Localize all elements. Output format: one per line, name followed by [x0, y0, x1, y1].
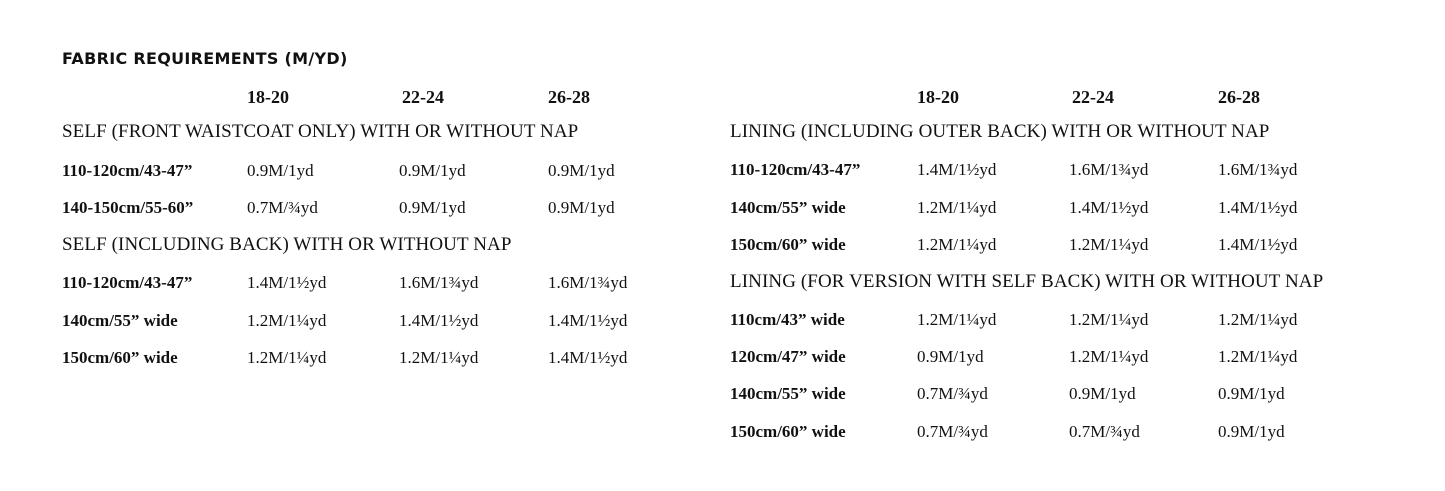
table-cell: 1.4M/1½yd — [399, 311, 479, 330]
table-cell: 0.7M/¾yd — [917, 422, 988, 441]
size-header-18-20: 18-20 — [917, 87, 959, 107]
table-cell: 1.6M/1¾yd — [1218, 160, 1298, 179]
table-cell: 0.9M/1yd — [399, 161, 466, 180]
row-label: 110-120cm/43-47” — [62, 273, 193, 292]
table-cell: 1.2M/1¼yd — [1069, 347, 1149, 366]
row-label: 140cm/55” wide — [730, 384, 846, 403]
table-cell: 1.4M/1½yd — [1218, 235, 1298, 254]
section-heading: LINING (INCLUDING OUTER BACK) WITH OR WITHOUT NAP — [730, 121, 1270, 142]
row-label: 120cm/47” wide — [730, 347, 846, 366]
size-header-22-24: 22-24 — [1072, 87, 1114, 107]
table-cell: 0.9M/1yd — [399, 198, 466, 217]
table-cell: 1.4M/1½yd — [1069, 198, 1149, 217]
table-cell: 1.2M/1¼yd — [399, 348, 479, 367]
table-cell: 1.2M/1¼yd — [1218, 347, 1298, 366]
table-cell: 1.4M/1½yd — [1218, 198, 1298, 217]
table-cell: 1.6M/1¾yd — [548, 273, 628, 292]
section-heading: SELF (INCLUDING BACK) WITH OR WITHOUT NAP — [62, 234, 512, 255]
table-cell: 1.4M/1½yd — [548, 311, 628, 330]
table-cell: 0.7M/¾yd — [247, 198, 318, 217]
table-cell: 0.9M/1yd — [917, 347, 984, 366]
table-cell: 0.7M/¾yd — [917, 384, 988, 403]
table-cell: 1.4M/1½yd — [917, 160, 997, 179]
size-header-26-28: 26-28 — [548, 87, 590, 107]
table-cell: 1.2M/1¼yd — [917, 235, 997, 254]
table-cell: 0.9M/1yd — [548, 161, 615, 180]
table-cell: 1.2M/1¼yd — [247, 348, 327, 367]
row-label: 110cm/43” wide — [730, 310, 845, 329]
table-cell: 0.9M/1yd — [1069, 384, 1136, 403]
table-cell: 0.7M/¾yd — [1069, 422, 1140, 441]
table-cell: 1.6M/1¾yd — [399, 273, 479, 292]
table-cell: 1.6M/1¾yd — [1069, 160, 1149, 179]
table-cell: 1.2M/1¼yd — [1069, 310, 1149, 329]
table-cell: 0.9M/1yd — [548, 198, 615, 217]
row-label: 110-120cm/43-47” — [730, 160, 861, 179]
row-label: 140cm/55” wide — [62, 311, 178, 330]
section-heading: SELF (FRONT WAISTCOAT ONLY) WITH OR WITHOUT NAP — [62, 121, 579, 142]
table-cell: 0.9M/1yd — [1218, 422, 1285, 441]
table-cell: 0.9M/1yd — [247, 161, 314, 180]
table-cell: 1.2M/1¼yd — [917, 310, 997, 329]
table-cell: 1.2M/1¼yd — [917, 198, 997, 217]
size-header-26-28: 26-28 — [1218, 87, 1260, 107]
row-label: 150cm/60” wide — [730, 422, 846, 441]
row-label: 110-120cm/43-47” — [62, 161, 193, 180]
row-label: 150cm/60” wide — [730, 235, 846, 254]
row-label: 150cm/60” wide — [62, 348, 178, 367]
section-heading: LINING (FOR VERSION WITH SELF BACK) WITH OR WITHOUT NAP — [730, 271, 1324, 292]
page-title: FABRIC REQUIREMENTS (M/YD) — [62, 49, 348, 68]
table-cell: 1.4M/1½yd — [548, 348, 628, 367]
table-cell: 1.2M/1¼yd — [247, 311, 327, 330]
table-cell: 1.4M/1½yd — [247, 273, 327, 292]
row-label: 140-150cm/55-60” — [62, 198, 194, 217]
table-cell: 1.2M/1¼yd — [1218, 310, 1298, 329]
size-header-18-20: 18-20 — [247, 87, 289, 107]
table-cell: 0.9M/1yd — [1218, 384, 1285, 403]
size-header-22-24: 22-24 — [402, 87, 444, 107]
table-cell: 1.2M/1¼yd — [1069, 235, 1149, 254]
row-label: 140cm/55” wide — [730, 198, 846, 217]
